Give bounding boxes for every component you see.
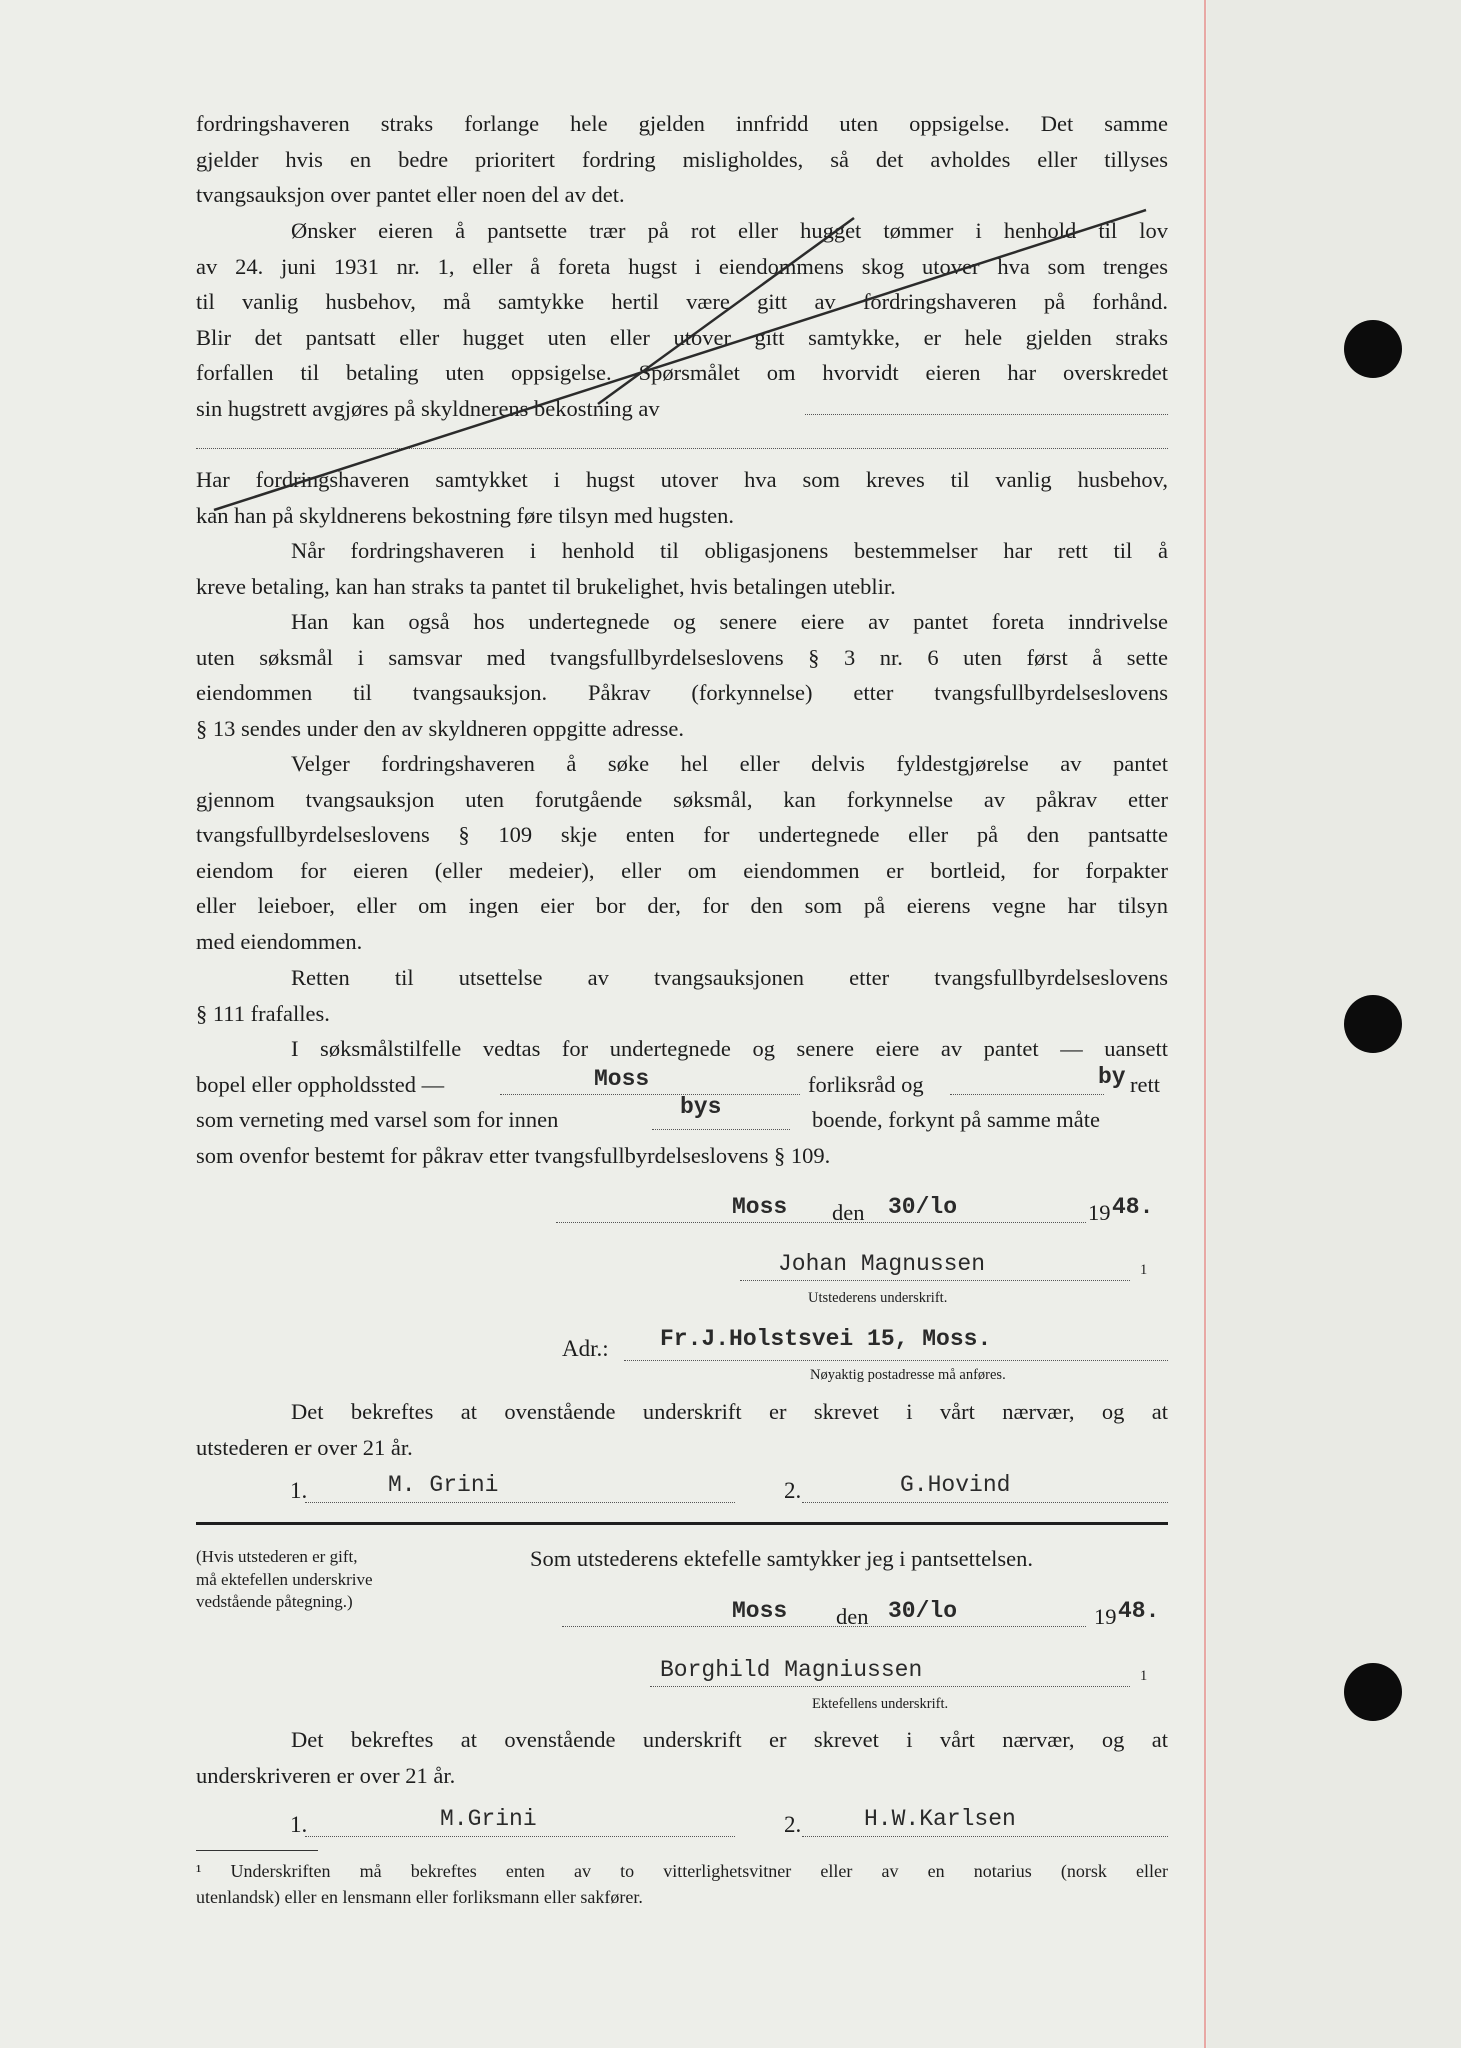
spouse-place: Moss — [732, 1598, 788, 1624]
sign1-place: Moss — [732, 1194, 788, 1220]
witness2-name2: H.W.Karlsen — [864, 1806, 1016, 1832]
spouse-year-prefix: 19 — [1094, 1604, 1117, 1629]
venue-verneting: som verneting med varsel som for innen — [196, 1107, 559, 1132]
witness2-n2: 2. — [784, 1812, 802, 1837]
text-line: Ønsker eieren å pantsette trær på rot eller hugget tømmer i henhold til lov — [291, 218, 1168, 243]
text-line: underskriveren er over 21 år. — [196, 1762, 456, 1788]
spouse-caption: Ektefellens underskrift. — [812, 1696, 949, 1712]
note-line: (Hvis utstederen er gift, — [196, 1547, 358, 1566]
text-line: eller leieboer, eller om ingen eier bor der, for den som på eierens vegne har tilsyn — [196, 893, 1168, 919]
strike-line-2 — [214, 210, 1146, 510]
spouse-name: Borghild Magniussen — [660, 1657, 923, 1683]
text-line: av 24. juni 1931 nr. 1, eller å foreta hugst i eiendommens skog utover hva som trenges — [196, 253, 1168, 279]
sign1-date: 30/lo — [888, 1194, 958, 1220]
text-line: Retten til utsettelse av tvangsauksjonen etter tvangsfullbyrdelseslovens — [291, 965, 1168, 990]
spouse-date: 30/lo — [888, 1598, 958, 1624]
strike-line-1 — [598, 218, 854, 404]
text-line: § 111 frafalles. — [196, 1000, 330, 1026]
text-line: Når fordringshaveren i henhold til obligasjonens bestemmelser har rett til å — [291, 538, 1168, 563]
rett-prefix-value: by — [1098, 1064, 1126, 1090]
text-line: utstederen er over 21 år. — [196, 1434, 413, 1460]
text-line: forfallen til betaling uten oppsigelse. Spørsmålet om hvorvidt eieren har overskredet — [196, 360, 1168, 386]
witness1-name1: M. Grini — [388, 1472, 499, 1498]
text-line: kreve betaling, kan han straks ta pantet til brukelighet, hvis betalingen uteblir. — [196, 573, 896, 599]
text-line: Det bekreftes at ovenstående underskrift er skrevet i vårt nærvær, og at — [291, 1727, 1168, 1752]
text-line: I søksmålstilfelle vedtas for undertegnede og senere eiere av pantet — uansett — [291, 1036, 1168, 1061]
text-line: uten søksmål i samsvar med tvangsfullbyrdelseslovens § 3 nr. 6 uten først å sette — [196, 644, 1168, 670]
text-line: eiendom for eieren (eller medeier), eller om eiendommen er bortleid, for forpakter — [196, 857, 1168, 883]
venue-boende: boende, forkynt på samme måte — [812, 1107, 1101, 1132]
text-line: Det bekreftes at ovenstående underskrift er skrevet i vårt nærvær, og at — [291, 1399, 1168, 1424]
text-line: Velger fordringshaveren å søke hel eller delvis fyldestgjørelse av pantet — [291, 751, 1168, 776]
sign1-den: den — [832, 1200, 865, 1225]
text-line: Blir det pantsatt eller hugget uten eller utover gitt samtykke, er hele gjelden straks — [196, 324, 1168, 350]
sign1-caption: Utstederens underskrift. — [808, 1290, 948, 1306]
sign1-year-prefix: 19 — [1088, 1200, 1111, 1225]
spouse-consent: Som utstederens ektefelle samtykker jeg i pantsettelsen. — [530, 1546, 1033, 1571]
text-line: eiendommen til tvangsauksjon. Påkrav (forkynnelse) etter tvangsfullbyrdelseslovens — [196, 680, 1168, 706]
text-line: tvangsfullbyrdelseslovens § 109 skje enten for undertegnede eller på den pantsatte — [196, 822, 1168, 848]
witness1-n2: 2. — [784, 1478, 802, 1503]
footnote-line: utenlandsk) eller en lensmann eller forliksmann eller sakfører. — [196, 1887, 643, 1907]
text-line: til vanlig husbehov, må samtykke hertil være gitt av fordringshaveren på forhånd. — [196, 289, 1168, 315]
venue-forliksraad-label: forliksråd og — [808, 1072, 924, 1097]
innen-value: bys — [680, 1094, 722, 1120]
venue-line-2-start: bopel eller oppholdssted — — [196, 1072, 445, 1097]
venue-last-line: som ovenfor bestemt for påkrav etter tvangsfullbyrdelseslovens § 109. — [196, 1143, 831, 1168]
venue-rett-label: rett — [1130, 1072, 1160, 1097]
text-line: Han kan også hos undertegnede og senere eiere av pantet foreta inndrivelse — [291, 609, 1168, 634]
address-value: Fr.J.Holstsvei 15, Moss. — [660, 1326, 992, 1352]
text-line: tvangsauksjon over pantet eller noen del av det. — [196, 182, 625, 208]
witness2-n1: 1. — [290, 1812, 308, 1837]
text-line: fordringshaveren straks forlange hele gjelden innfridd uten oppsigelse. Det samme — [196, 111, 1168, 136]
footnote-line: ¹ Underskriften må bekreftes enten av to vitterlighetsvitner eller av en notarius (norsk eller — [196, 1861, 1168, 1881]
note-line: må ektefellen underskrive — [196, 1569, 373, 1589]
forliksraad-place-value: Moss — [594, 1066, 650, 1092]
sign1-year-suffix: 48. — [1112, 1194, 1154, 1220]
text-line: med eiendommen. — [196, 928, 363, 954]
address-caption: Nøyaktig postadresse må anføres. — [810, 1367, 1006, 1383]
sign1-name: Johan Magnussen — [778, 1251, 986, 1277]
witness1-n1: 1. — [290, 1478, 308, 1503]
note-line: vedstående påtegning.) — [196, 1592, 353, 1611]
text-line: § 13 sendes under den av skyldneren oppgitte adresse. — [196, 715, 684, 741]
text-line: gjelder hvis en bedre prioritert fordring misligholdes, så det avholdes eller tillyses — [196, 146, 1168, 172]
adr-label: Adr.: — [562, 1336, 609, 1361]
witness1-name2: G.Hovind — [900, 1472, 1011, 1498]
spouse-den: den — [836, 1604, 869, 1629]
text-line: gjennom tvangsauksjon uten forutgående søksmål, kan forkynnelse av påkrav etter — [196, 786, 1168, 812]
spouse-year-suffix: 48. — [1118, 1598, 1160, 1624]
text-line: Har fordringshaveren samtykket i hugst utover hva som kreves til vanlig husbehov, — [196, 467, 1168, 492]
text-line: kan han på skyldnerens bekostning føre tilsyn med hugsten. — [196, 502, 735, 528]
text-line: sin hugstrett avgjøres på skyldnerens bekostning av — [196, 395, 660, 421]
witness2-name1: M.Grini — [440, 1806, 537, 1832]
sign1-sup: 1 — [1140, 1262, 1148, 1278]
spouse-sup: 1 — [1140, 1668, 1148, 1684]
